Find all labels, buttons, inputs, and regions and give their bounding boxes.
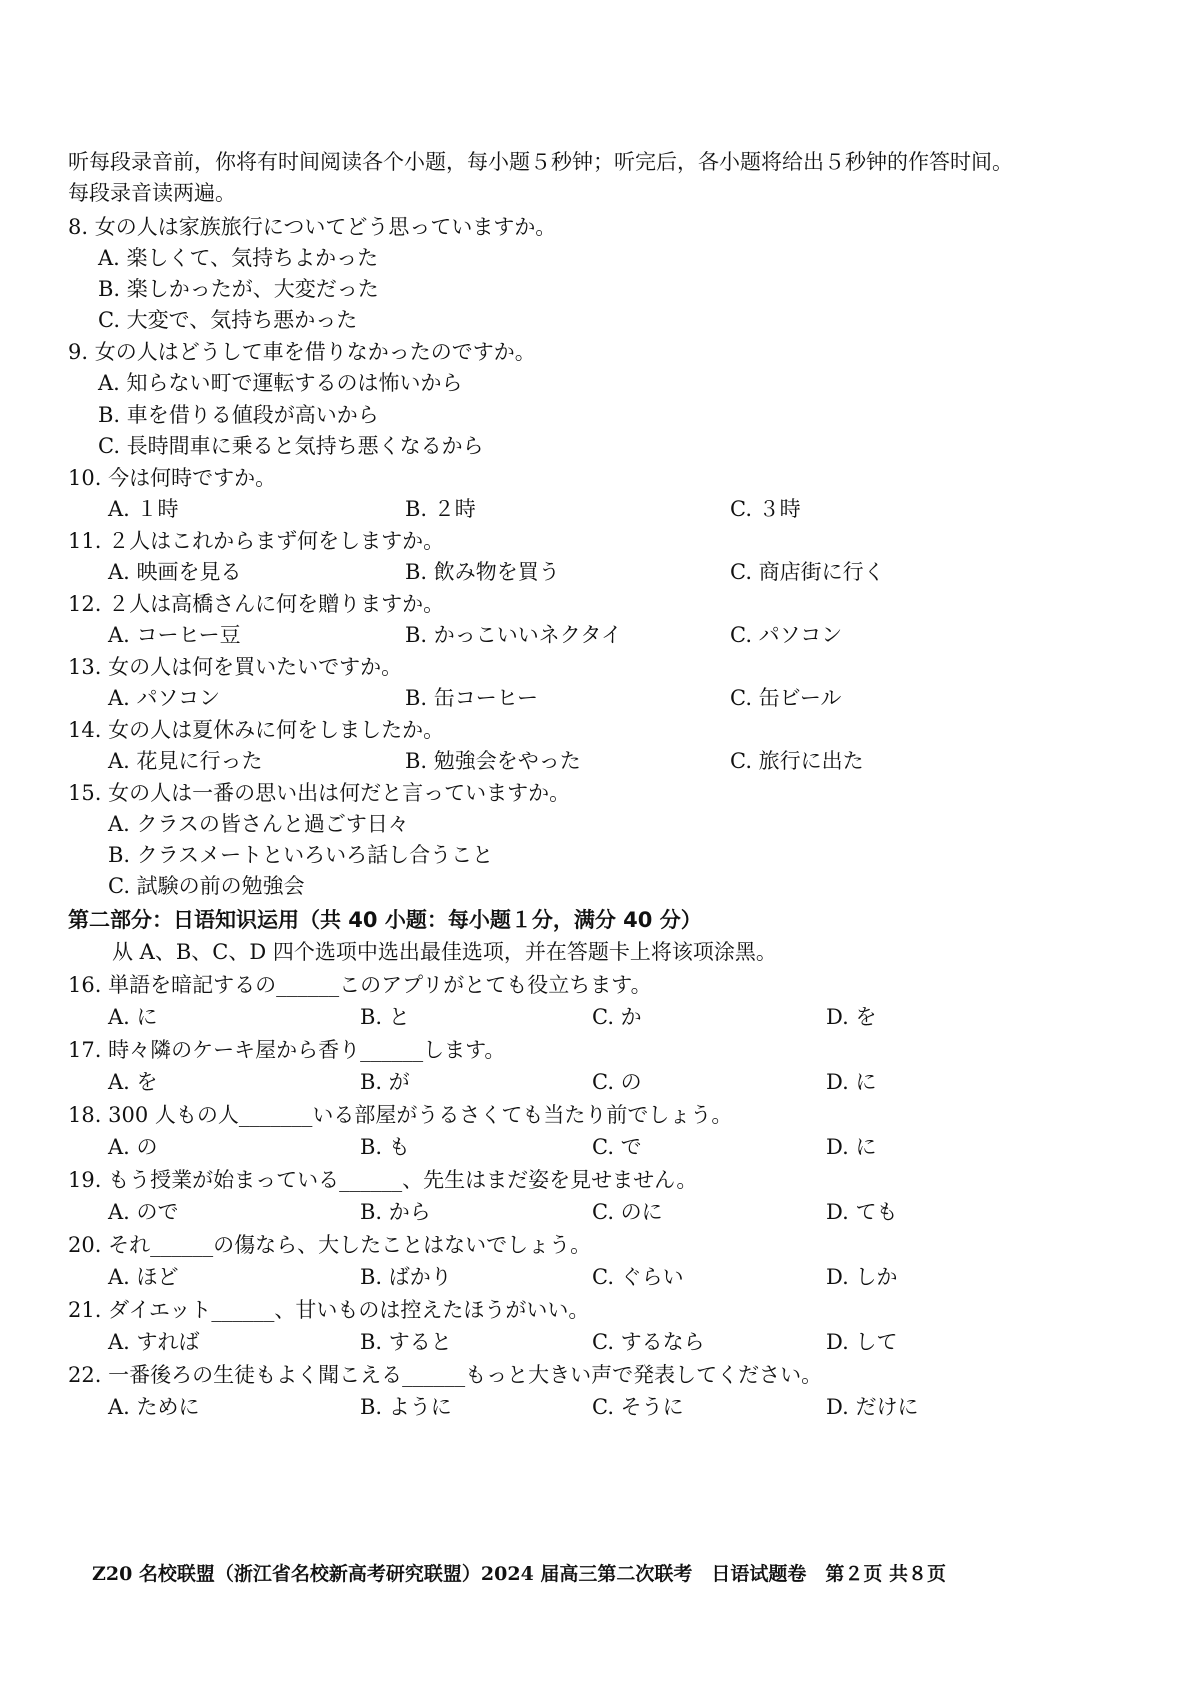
- option: D. に: [826, 1070, 877, 1094]
- question-text: それ______の傷なら、大したことはないでしょう。: [108, 1233, 592, 1257]
- intro-line-1: 听每段录音前，你将有时间阅读各个小题，每小题５秒钟；听完后，各小题将给出５秒钟的作答时间。: [68, 150, 1013, 174]
- option: B. から: [360, 1200, 431, 1224]
- question-15: [68, 778, 570, 808]
- question-text: 300 人もの人_______いる部屋がうるさくても当たり前でしょう。: [108, 1103, 733, 1127]
- question-number: 12.: [68, 592, 102, 616]
- question-16: [68, 970, 652, 1000]
- option: D. だけに: [826, 1395, 919, 1419]
- question-number: 11.: [68, 529, 102, 553]
- option: C. の: [592, 1070, 642, 1094]
- question-text: 女の人は一番の思い出は何だと言っていますか。: [108, 781, 571, 805]
- question-21: [68, 1295, 589, 1325]
- option: C. 商店街に行く: [730, 560, 885, 584]
- question-number: 13.: [68, 655, 102, 679]
- question-19: [68, 1165, 697, 1195]
- option: D. しか: [826, 1265, 898, 1289]
- question-text: 時々隣のケーキ屋から香り______します。: [108, 1038, 506, 1062]
- question-18: [68, 1100, 732, 1130]
- intro-line-2: 每段录音读两遍。: [68, 181, 236, 205]
- option: A. コーヒー豆: [108, 623, 241, 647]
- option: C. ぐらい: [592, 1265, 684, 1289]
- question-text: もう授業が始まっている______、先生はまだ姿を見せません。: [108, 1168, 698, 1192]
- option: A. 知らない町で運転するのは怖いから: [98, 371, 463, 395]
- option: D. に: [826, 1135, 877, 1159]
- option: C. するなら: [592, 1330, 705, 1354]
- option: A. ので: [108, 1200, 179, 1224]
- option: C. パソコン: [730, 623, 843, 647]
- option: C. ３時: [730, 497, 801, 521]
- option: A. １時: [108, 497, 179, 521]
- option: A. を: [108, 1070, 158, 1094]
- option: B. ばかり: [360, 1265, 452, 1289]
- option: C. そうに: [592, 1395, 684, 1419]
- option: A. クラスの皆さんと過ごす日々: [108, 812, 409, 836]
- option: C. か: [592, 1005, 642, 1029]
- question-22: [68, 1360, 822, 1390]
- question-number: 15.: [68, 781, 102, 805]
- option: A. 映画を見る: [108, 560, 242, 584]
- question-9: [68, 337, 536, 367]
- question-text: 一番後ろの生徒もよく聞こえる______もっと大きい声で発表してください。: [108, 1363, 823, 1387]
- question-number: 20.: [68, 1233, 102, 1257]
- option: A. の: [108, 1135, 158, 1159]
- option: A. ほど: [108, 1265, 179, 1289]
- option: B. 缶コーヒー: [405, 686, 538, 710]
- option: D. ても: [826, 1200, 898, 1224]
- option: D. を: [826, 1005, 877, 1029]
- question-10: [68, 463, 276, 493]
- option: B. 飲み物を買う: [405, 560, 560, 584]
- section-instruction: 从 A、B、C、D 四个选项中选出最佳选项，并在答题卡上将该项涂黑。: [112, 940, 777, 964]
- option: B. 車を借りる値段が高いから: [98, 403, 379, 427]
- option: A. 楽しくて、気持ちよかった: [98, 246, 379, 270]
- question-14: [68, 715, 444, 745]
- question-text: 女の人は夏休みに何をしましたか。: [108, 718, 445, 742]
- option: B. ように: [360, 1395, 452, 1419]
- option: A. に: [108, 1005, 158, 1029]
- question-12: [68, 589, 444, 619]
- question-text: 単語を暗記するの______このアプリがとても役立ちます。: [108, 973, 652, 997]
- question-number: 10.: [68, 466, 102, 490]
- question-number: 21.: [68, 1298, 102, 1322]
- page-footer: Z20 名校联盟（浙江省名校新高考研究联盟）2024 届高三第二次联考 日语试题卷 第２页 共８页: [92, 1563, 947, 1585]
- question-number: 8.: [68, 215, 89, 239]
- option: C. 缶ビール: [730, 686, 842, 710]
- option: C. のに: [592, 1200, 663, 1224]
- option: B. も: [360, 1135, 410, 1159]
- option: B. 楽しかったが、大変だった: [98, 277, 379, 301]
- question-text: ２人はこれからまず何をしますか。: [108, 529, 445, 553]
- option: D. して: [826, 1330, 898, 1354]
- option: A. パソコン: [108, 686, 221, 710]
- question-11: [68, 526, 444, 556]
- question-13: [68, 652, 402, 682]
- option: B. かっこいいネクタイ: [405, 623, 622, 647]
- option: B. 勉強会をやった: [405, 749, 581, 773]
- option: C. 旅行に出た: [730, 749, 864, 773]
- option: C. 大変で、気持ち悪かった: [98, 308, 358, 332]
- section-heading: 第二部分：日语知识运用（共 40 小题：每小题１分，满分 40 分）: [68, 908, 702, 932]
- option: B. ２時: [405, 497, 476, 521]
- option: A. すれば: [108, 1330, 200, 1354]
- question-number: 19.: [68, 1168, 102, 1192]
- question-number: 18.: [68, 1103, 102, 1127]
- question-text: 女の人は何を買いたいですか。: [108, 655, 403, 679]
- question-text: 女の人は家族旅行についてどう思っていますか。: [94, 215, 557, 239]
- option: B. が: [360, 1070, 410, 1094]
- option: B. すると: [360, 1330, 452, 1354]
- question-number: 17.: [68, 1038, 102, 1062]
- option: C. 試験の前の勉強会: [108, 874, 305, 898]
- question-text: ２人は高橋さんに何を贈りますか。: [108, 592, 445, 616]
- option: B. クラスメートといろいろ話し合うこと: [108, 843, 494, 867]
- option: B. と: [360, 1005, 410, 1029]
- question-number: 16.: [68, 973, 102, 997]
- question-20: [68, 1230, 591, 1260]
- option: C. 長時間車に乗ると気持ち悪くなるから: [98, 434, 484, 458]
- option: A. ために: [108, 1395, 200, 1419]
- question-text: ダイエット______、甘いものは控えたほうがいい。: [108, 1298, 590, 1322]
- question-8: [68, 212, 556, 242]
- question-number: 14.: [68, 718, 102, 742]
- option: C. で: [592, 1135, 642, 1159]
- question-17: [68, 1035, 505, 1065]
- question-text: 今は何時ですか。: [108, 466, 277, 490]
- option: A. 花見に行った: [108, 749, 263, 773]
- question-text: 女の人はどうして車を借りなかったのですか。: [94, 340, 536, 364]
- question-number: 22.: [68, 1363, 102, 1387]
- question-number: 9.: [68, 340, 89, 364]
